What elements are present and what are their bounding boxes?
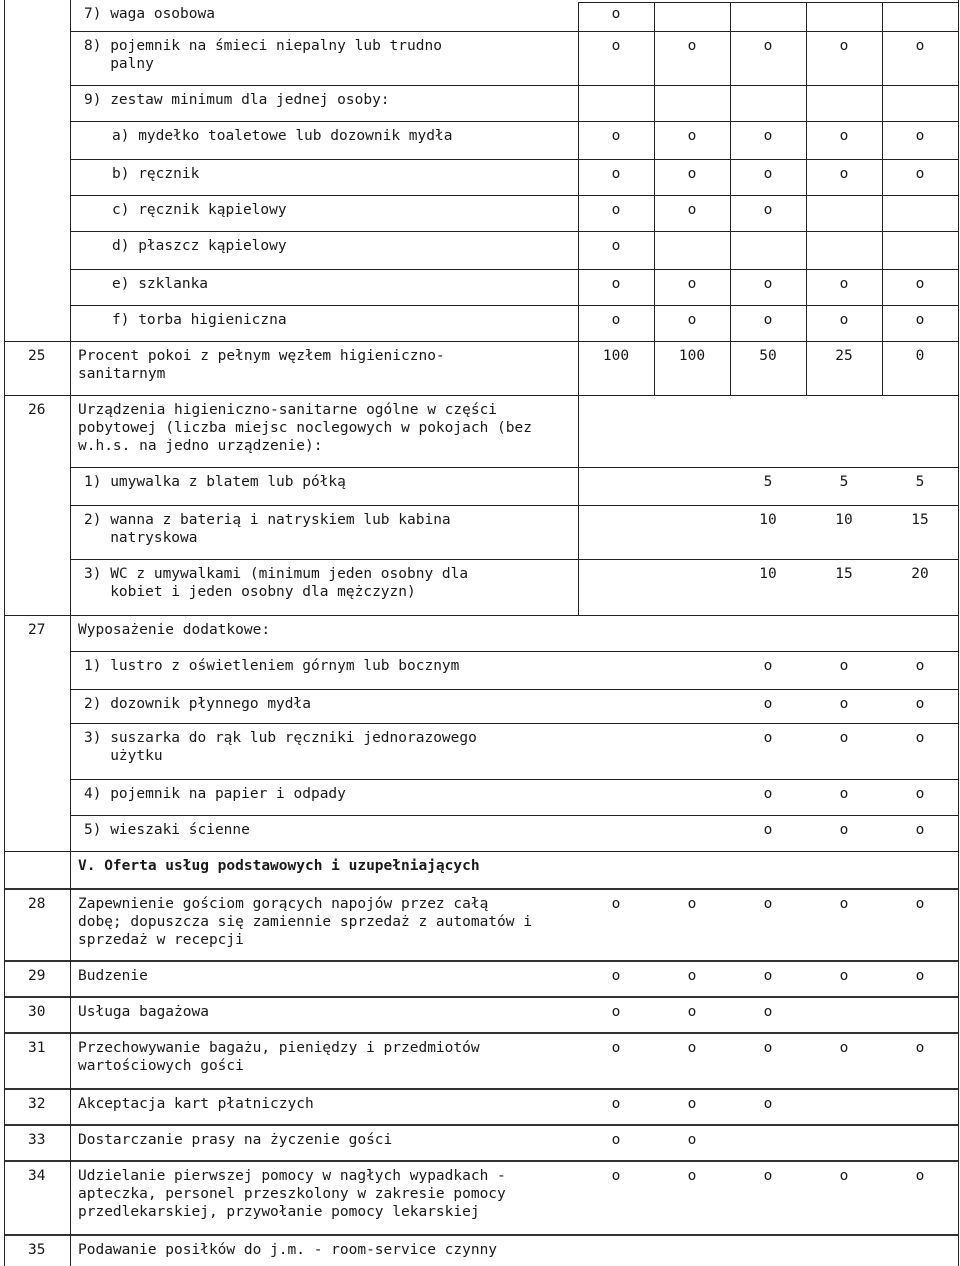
grid-line — [70, 159, 578, 160]
mark-value: 10 — [759, 566, 777, 582]
grid-line — [578, 85, 958, 86]
grid-line — [70, 85, 578, 86]
row-label: Urządzenia higieniczno-sanitarne ogólne w części pobytowej (liczba miejsc noclegowych w pokojach (bez w.h.s. na jedno urządzenie): — [78, 402, 532, 454]
grid-line — [730, 2, 731, 396]
circle-mark: o — [763, 730, 773, 746]
circle-mark: o — [763, 658, 773, 674]
circle-mark: o — [839, 38, 849, 54]
grid-line — [70, 467, 958, 468]
row-label: 2) wanna z baterią i natryskiem lub kabina natryskowa — [84, 512, 451, 546]
section-heading: V. Oferta usług podstawowych i uzupełniających — [78, 858, 480, 874]
circle-mark: o — [763, 276, 773, 292]
row-label: Wyposażenie dodatkowe: — [78, 622, 271, 638]
grid-line — [70, 31, 578, 32]
mark-value: 5 — [763, 474, 773, 490]
circle-mark: o — [839, 166, 849, 182]
row-label: Zapewnienie gościom gorących napojów przez całą dobę; dopuszcza się zamiennie sprzedaż z automatów i sprzedaż w recepcji — [78, 896, 532, 948]
circle-mark: o — [839, 1168, 849, 1184]
row-number: 28 — [28, 896, 46, 912]
circle-mark: o — [763, 1040, 773, 1056]
circle-mark: o — [687, 1096, 697, 1112]
mark-value: 15 — [835, 566, 853, 582]
grid-line — [70, 723, 958, 724]
mark-value: 50 — [759, 348, 777, 364]
row-label: Udzielanie pierwszej pomocy w nagłych wypadkach - apteczka, personel przeszkolony w zakresie pomocy przedlekarskiej, przywołanie pomocy lekarskiej — [78, 1168, 506, 1220]
circle-mark: o — [915, 786, 925, 802]
grid-line — [578, 396, 579, 616]
circle-mark: o — [839, 1040, 849, 1056]
row-label: Podawanie posiłków do j.m. - room-service czynny — [78, 1242, 498, 1258]
grid-line — [578, 31, 958, 32]
circle-mark: o — [915, 658, 925, 674]
grid-line — [70, 851, 958, 852]
mark-value: 5 — [915, 474, 925, 490]
circle-mark: o — [839, 276, 849, 292]
grid-line — [578, 121, 958, 122]
row-label: Usługa bagażowa — [78, 1004, 209, 1020]
circle-mark: o — [915, 276, 925, 292]
grid-line — [578, 341, 958, 342]
circle-mark: o — [763, 968, 773, 984]
row-label: Budzenie — [78, 968, 148, 984]
row-number: 34 — [28, 1168, 46, 1184]
circle-mark: o — [687, 1040, 697, 1056]
circle-mark: o — [687, 312, 697, 328]
row-label: 1) lustro z oświetleniem górnym lub bocznym — [84, 658, 460, 674]
grid-line — [806, 2, 807, 396]
circle-mark: o — [915, 1040, 925, 1056]
circle-mark: o — [611, 128, 621, 144]
grid-line — [70, 815, 958, 816]
circle-mark: o — [611, 238, 621, 254]
circle-mark: o — [611, 1096, 621, 1112]
grid-line — [578, 305, 958, 306]
mark-value: 10 — [759, 512, 777, 528]
circle-mark: o — [763, 896, 773, 912]
circle-mark: o — [687, 128, 697, 144]
row-label: Przechowywanie bagażu, pieniędzy i przedmiotów wartościowych gości — [78, 1040, 480, 1074]
grid-line — [578, 2, 579, 396]
grid-line — [70, 231, 578, 232]
row-label: Dostarczanie prasy na życzenie gości — [78, 1132, 393, 1148]
row-number: 27 — [28, 622, 46, 638]
circle-mark: o — [687, 38, 697, 54]
row-label: f) torba higieniczna — [112, 312, 287, 328]
circle-mark: o — [839, 312, 849, 328]
row-label: Akceptacja kart płatniczych — [78, 1096, 314, 1112]
circle-mark: o — [763, 1004, 773, 1020]
row-label: c) ręcznik kąpielowy — [112, 202, 287, 218]
row-label: 4) pojemnik na papier i odpady — [84, 786, 346, 802]
grid-line — [70, 779, 958, 780]
circle-mark: o — [839, 658, 849, 674]
grid-line — [70, 615, 958, 616]
circle-mark: o — [611, 1004, 621, 1020]
table-border — [4, 0, 5, 1266]
row-number: 26 — [28, 402, 46, 418]
row-separator — [4, 1160, 958, 1162]
circle-mark: o — [915, 128, 925, 144]
mark-value: 20 — [911, 566, 929, 582]
grid-line — [578, 231, 958, 232]
row-number: 25 — [28, 348, 46, 364]
row-label: 3) WC z umywalkami (minimum jeden osobny dla kobiet i jeden osobny dla mężczyzn) — [84, 566, 469, 600]
circle-mark: o — [611, 1168, 621, 1184]
circle-mark: o — [763, 786, 773, 802]
circle-mark: o — [915, 730, 925, 746]
circle-mark: o — [915, 968, 925, 984]
circle-mark: o — [611, 38, 621, 54]
circle-mark: o — [915, 312, 925, 328]
row-label: 5) wieszaki ścienne — [84, 822, 250, 838]
circle-mark: o — [611, 312, 621, 328]
circle-mark: o — [915, 896, 925, 912]
circle-mark: o — [611, 166, 621, 182]
circle-mark: o — [839, 968, 849, 984]
row-separator — [4, 888, 958, 890]
mark-value: 0 — [915, 348, 925, 364]
row-label: 3) suszarka do rąk lub ręczniki jednorazowego użytku — [84, 730, 477, 764]
mark-value: 100 — [678, 348, 706, 364]
mark-value: 5 — [839, 474, 849, 490]
row-label: 9) zestaw minimum dla jednej osoby: — [84, 92, 390, 108]
circle-mark: o — [915, 1168, 925, 1184]
circle-mark: o — [763, 822, 773, 838]
row-label: 1) umywalka z blatem lub półką — [84, 474, 346, 490]
grid-line — [654, 2, 655, 396]
table-border — [958, 0, 959, 1266]
mark-value: 100 — [602, 348, 630, 364]
circle-mark: o — [839, 896, 849, 912]
grid-line — [578, 159, 958, 160]
row-separator — [4, 960, 958, 962]
grid-line — [882, 2, 883, 396]
row-number: 32 — [28, 1096, 46, 1112]
circle-mark: o — [763, 312, 773, 328]
grid-line — [70, 121, 578, 122]
grid-line — [70, 305, 578, 306]
circle-mark: o — [687, 202, 697, 218]
row-label: 2) dozownik płynnego mydła — [84, 696, 311, 712]
circle-mark: o — [611, 1040, 621, 1056]
circle-mark: o — [763, 1168, 773, 1184]
grid-line — [578, 195, 958, 196]
row-separator — [4, 1234, 958, 1236]
circle-mark: o — [763, 38, 773, 54]
circle-mark: o — [763, 696, 773, 712]
circle-mark: o — [839, 730, 849, 746]
row-label: b) ręcznik — [112, 166, 200, 182]
circle-mark: o — [687, 166, 697, 182]
column-divider — [70, 0, 71, 1266]
circle-mark: o — [611, 896, 621, 912]
grid-line — [70, 195, 578, 196]
circle-mark: o — [687, 276, 697, 292]
circle-mark: o — [763, 1096, 773, 1112]
circle-mark: o — [687, 896, 697, 912]
row-label: 8) pojemnik na śmieci niepalny lub trudno palny — [84, 38, 442, 72]
circle-mark: o — [687, 1132, 697, 1148]
mark-value: 10 — [835, 512, 853, 528]
circle-mark: o — [611, 968, 621, 984]
grid-line — [578, 2, 958, 3]
grid-line — [70, 651, 958, 652]
row-number: 35 — [28, 1242, 46, 1258]
circle-mark: o — [611, 1132, 621, 1148]
row-label: Procent pokoi z pełnym węzłem higieniczno- sanitarnym — [78, 348, 445, 382]
row-label: e) szklanka — [112, 276, 209, 292]
grid-line — [70, 269, 578, 270]
circle-mark: o — [611, 276, 621, 292]
circle-mark: o — [915, 822, 925, 838]
circle-mark: o — [611, 202, 621, 218]
row-number: 31 — [28, 1040, 46, 1056]
circle-mark: o — [687, 1004, 697, 1020]
row-separator — [4, 996, 958, 998]
row-number: 30 — [28, 1004, 46, 1020]
grid-line — [578, 395, 958, 396]
row-number: 29 — [28, 968, 46, 984]
grid-line — [70, 559, 958, 560]
circle-mark: o — [763, 166, 773, 182]
row-label: d) płaszcz kąpielowy — [112, 238, 287, 254]
circle-mark: o — [687, 1168, 697, 1184]
mark-value: 25 — [835, 348, 853, 364]
circle-mark: o — [915, 38, 925, 54]
row-number: 33 — [28, 1132, 46, 1148]
row-label: a) mydełko toaletowe lub dozownik mydła — [112, 128, 453, 144]
circle-mark: o — [687, 968, 697, 984]
circle-mark: o — [839, 822, 849, 838]
grid-line — [578, 269, 958, 270]
circle-mark: o — [763, 202, 773, 218]
row-label: 7) waga osobowa — [84, 6, 215, 22]
circle-mark: o — [839, 128, 849, 144]
circle-mark: o — [915, 166, 925, 182]
circle-mark: o — [763, 128, 773, 144]
row-separator — [4, 1124, 958, 1126]
circle-mark: o — [611, 6, 621, 22]
grid-line — [70, 505, 958, 506]
row-separator — [4, 1032, 958, 1034]
circle-mark: o — [915, 696, 925, 712]
grid-line — [70, 689, 958, 690]
circle-mark: o — [839, 696, 849, 712]
row-separator — [4, 1088, 958, 1090]
circle-mark: o — [839, 786, 849, 802]
mark-value: 15 — [911, 512, 929, 528]
